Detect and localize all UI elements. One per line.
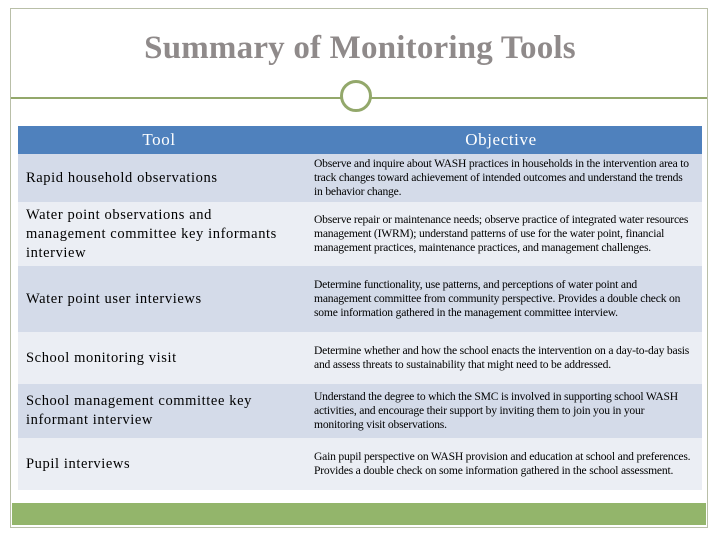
table-row — [18, 438, 702, 490]
tool-cell: Water point observations and management committee key informants interview — [18, 202, 300, 266]
table-row — [18, 154, 702, 202]
table-row — [18, 202, 702, 266]
objective-cell: Understand the degree to which the SMC is involved in supporting school WASH activities, and encourage their support by inviting them to join you in your monitoring visit observations. — [300, 384, 702, 438]
tool-cell: School management committee key informant interview — [18, 384, 300, 438]
slide-title: Summary of Monitoring Tools — [144, 30, 576, 66]
circle-ornament-icon — [340, 80, 372, 112]
objective-column-header: Objective — [300, 126, 702, 154]
objective-cell: Determine functionality, use patterns, and perceptions of water point and management committee from community perspective. Provides a double check on some information gathered in the management committee interview. — [300, 266, 702, 332]
bottom-accent-bar — [12, 503, 706, 525]
monitoring-tools-table — [18, 126, 702, 490]
objective-cell: Observe repair or maintenance needs; observe practice of integrated water resources management (IWRM); understand patterns of use for the water point, financial management practices, maintenance practices, and management challenges. — [300, 202, 702, 266]
table-row — [18, 266, 702, 332]
objective-cell: Observe and inquire about WASH practices in households in the intervention area to track changes toward achievement of intended outcomes and understand the trends in behavior change. — [300, 154, 702, 202]
tool-column-header: Tool — [18, 126, 300, 154]
objective-cell: Determine whether and how the school enacts the intervention on a day-to-day basis and assess threats to sustainability that might need to be addressed. — [300, 332, 702, 384]
tool-cell: Water point user interviews — [18, 266, 300, 332]
tool-cell: School monitoring visit — [18, 332, 300, 384]
tool-cell: Pupil interviews — [18, 438, 300, 490]
tool-cell: Rapid household observations — [18, 154, 300, 202]
objective-cell: Gain pupil perspective on WASH provision and education at school and preferences. Provides a double check on some information gathered in the school assessment. — [300, 438, 702, 490]
table-row — [18, 332, 702, 384]
table-header-row — [18, 126, 702, 154]
table-row — [18, 384, 702, 438]
